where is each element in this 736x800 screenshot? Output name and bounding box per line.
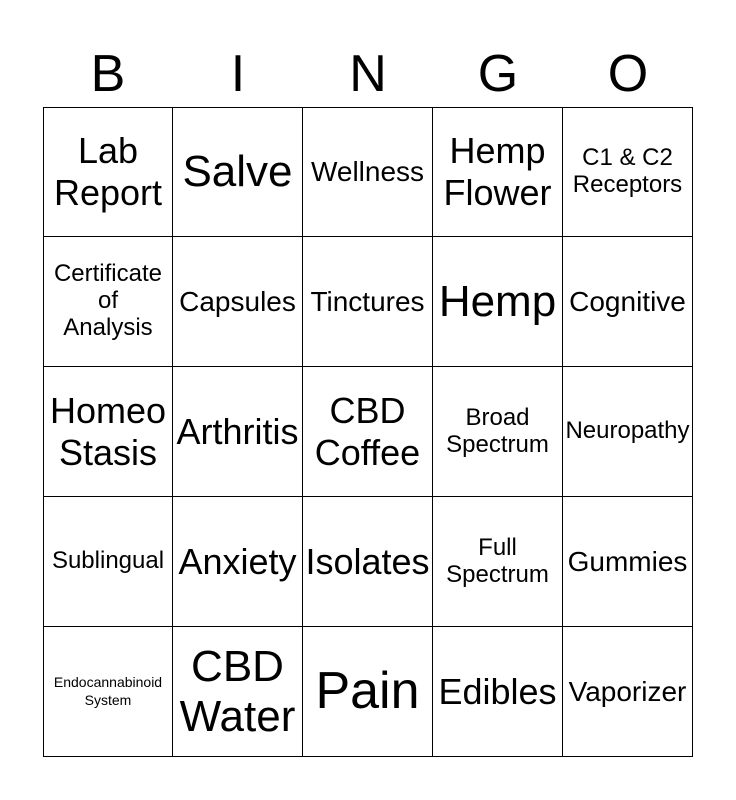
bingo-cell[interactable]: Neuropathy xyxy=(563,367,693,497)
bingo-cell[interactable]: C1 & C2 Receptors xyxy=(563,107,693,237)
bingo-cell[interactable]: Sublingual xyxy=(43,497,173,627)
header-letter-n: N xyxy=(349,45,387,103)
bingo-cell[interactable]: Broad Spectrum xyxy=(433,367,563,497)
bingo-cell[interactable]: Hemp Flower xyxy=(433,107,563,237)
bingo-cell[interactable]: Full Spectrum xyxy=(433,497,563,627)
bingo-cell[interactable]: Certificate of Analysis xyxy=(43,237,173,367)
bingo-cell[interactable]: Edibles xyxy=(433,627,563,757)
bingo-cell[interactable]: CBD Coffee xyxy=(303,367,433,497)
bingo-cell[interactable]: Salve xyxy=(173,107,303,237)
header-letter-b: B xyxy=(90,45,126,103)
bingo-header xyxy=(43,44,693,104)
bingo-cell[interactable]: Lab Report xyxy=(43,107,173,237)
bingo-cell[interactable]: CBD Water xyxy=(173,627,303,757)
bingo-cell[interactable]: Hemp xyxy=(433,237,563,367)
bingo-cell[interactable]: Capsules xyxy=(173,237,303,367)
bingo-cell[interactable]: Homeo Stasis xyxy=(43,367,173,497)
bingo-cell[interactable]: Endocannabinoid System xyxy=(43,627,173,757)
bingo-cell[interactable]: Tinctures xyxy=(303,237,433,367)
bingo-cell[interactable]: Wellness xyxy=(303,107,433,237)
bingo-board xyxy=(43,107,693,757)
bingo-cell[interactable]: Gummies xyxy=(563,497,693,627)
bingo-cell[interactable]: Isolates xyxy=(303,497,433,627)
bingo-cell[interactable]: Cognitive xyxy=(563,237,693,367)
bingo-cell[interactable]: Pain xyxy=(303,627,433,757)
header-letter-i: I xyxy=(230,45,246,103)
header-letter-o: O xyxy=(607,45,649,103)
bingo-cell[interactable]: Vaporizer xyxy=(563,627,693,757)
header-letter-g: G xyxy=(477,45,519,103)
bingo-cell[interactable]: Anxiety xyxy=(173,497,303,627)
bingo-cell[interactable]: Arthritis xyxy=(173,367,303,497)
